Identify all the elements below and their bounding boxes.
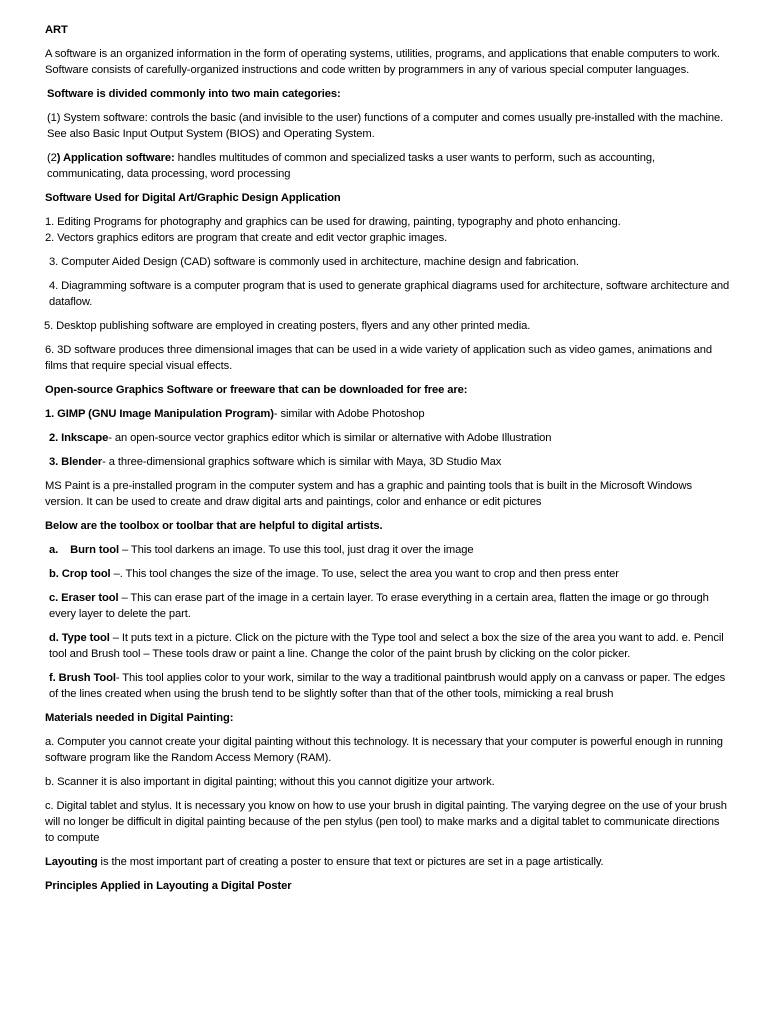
document-title: ART	[45, 24, 68, 36]
tool-item	[45, 630, 730, 662]
document-page	[45, 22, 730, 902]
digital-art-item: 6. 3D software produces three dimensional images that can be used in a wide variety of application such as video games, animations and films that require special visual effects.	[45, 344, 712, 372]
application-software-text: handles multitudes of common and specialized tasks a user wants to perform, such as accounting, communicating, data processing, word processing	[47, 152, 656, 180]
tool-item	[45, 590, 730, 622]
open-source-item	[45, 430, 730, 446]
open-source-item-name: 1. GIMP (GNU Image Manipulation Program)	[45, 408, 274, 420]
system-software-paragraph: (1) System software: controls the basic (and invisible to the user) functions of a computer and comes usually pre-installed with the machine. See also Basic Input Output System (BIOS) and Operating System.	[47, 112, 724, 140]
layouting-paragraph	[45, 854, 730, 870]
ms-paint-paragraph: MS Paint is a pre-installed program in the computer system and has a graphic and painting tools that is built in the Microsoft Windows version. It can be used to create and draw digital arts and paintings, color and enhance or edit pictures	[45, 480, 692, 508]
tool-item-label: b. Crop tool	[49, 568, 111, 580]
digital-art-item: 2. Vectors graphics editors are program that create and edit vector graphic images.	[45, 232, 448, 244]
principles-heading: Principles Applied in Layouting a Digital Poster	[45, 880, 292, 892]
materials-item: b. Scanner it is also important in digital painting; without this you cannot digitize your artwork.	[45, 776, 495, 788]
digital-art-item: 3. Computer Aided Design (CAD) software is commonly used in architecture, machine design and fabrication.	[49, 256, 579, 268]
tool-item-label: d. Type tool	[49, 632, 110, 644]
materials-item: a. Computer you cannot create your digital painting without this technology. It is necessary that your computer is powerful enough in running software program like the Random Access Memory (RAM).	[45, 736, 723, 764]
open-source-heading: Open-source Graphics Software or freeware that can be downloaded for free are:	[45, 384, 468, 396]
open-source-item-name: 3. Blender	[49, 456, 103, 468]
digital-art-item: 4. Diagramming software is a computer program that is used to generate graphical diagrams used for architecture, software architecture and dataflow.	[49, 280, 730, 308]
tool-item-text: – This tool darkens an image. To use this tool, just drag it over the image	[118, 544, 474, 556]
open-source-item	[45, 454, 730, 470]
tool-item-text: - This tool applies color to your work, similar to the way a traditional paintbrush would apply on a canvass or paper. The edges of the lines created when using the brush tend to be slightly softer than that of the other tools, mimicking a real brush	[49, 672, 726, 700]
tool-item	[45, 566, 730, 582]
open-source-item	[45, 406, 730, 422]
materials-item: c. Digital tablet and stylus. It is necessary you know on how to use your brush in digital painting. The varying degree on the use of your brush will no longer be difficult in digital painting because of the pen stylus (pen tool) to make marks and a digital tablet to communicate directions to compute	[45, 800, 727, 844]
tool-item-label: c. Eraser tool	[49, 592, 119, 604]
tool-item-text: – This can erase part of the image in a certain layer. To erase everything in a certain area, flatten the image or go through every layer to delete the part.	[49, 592, 709, 620]
layouting-term: Layouting	[45, 856, 98, 868]
application-software-paragraph	[45, 150, 730, 182]
tool-item-text: –. This tool changes the size of the image. To use, select the area you want to crop and then press enter	[110, 568, 619, 580]
tool-item	[45, 670, 730, 702]
intro-paragraph: A software is an organized information in the form of operating systems, utilities, programs, and applications that enable computers to work. Software consists of carefully-organized instructions and code written by programmers in any of various special computer languages.	[45, 48, 720, 76]
open-source-item-name: 2. Inkscape	[49, 432, 109, 444]
open-source-item-desc: - an open-source vector graphics editor which is similar or alternative with Adobe Illustration	[108, 432, 552, 444]
tool-item	[45, 542, 730, 558]
materials-heading: Materials needed in Digital Painting:	[45, 712, 234, 724]
open-source-item-desc: - a three-dimensional graphics software which is similar with Maya, 3D Studio Max	[102, 456, 502, 468]
tool-item-label: a. Burn tool	[49, 544, 119, 556]
digital-art-item: 1. Editing Programs for photography and graphics can be used for drawing, painting, typography and photo enhancing.	[45, 216, 621, 228]
categories-heading: Software is divided commonly into two main categories:	[47, 88, 341, 100]
application-software-label: ) Application software:	[56, 152, 175, 164]
tool-item-text: – It puts text in a picture. Click on the picture with the Type tool and select a box the size of the area you want to add. e. Pencil tool and Brush tool – These tools draw or paint a line. Change the color of the paint brush by clicking on the color picker.	[49, 632, 724, 660]
digital-art-heading: Software Used for Digital Art/Graphic Design Application	[45, 192, 341, 204]
open-source-item-desc: - similar with Adobe Photoshop	[273, 408, 425, 420]
toolbox-heading: Below are the toolbox or toolbar that are helpful to digital artists.	[45, 520, 383, 532]
digital-art-item: 5. Desktop publishing software are employed in creating posters, flyers and any other printed media.	[44, 320, 531, 332]
application-software-label-prefix: (2	[47, 152, 57, 164]
layouting-text: is the most important part of creating a poster to ensure that text or pictures are set in a page artistically.	[97, 856, 604, 868]
tool-item-label: f. Brush Tool	[49, 672, 116, 684]
